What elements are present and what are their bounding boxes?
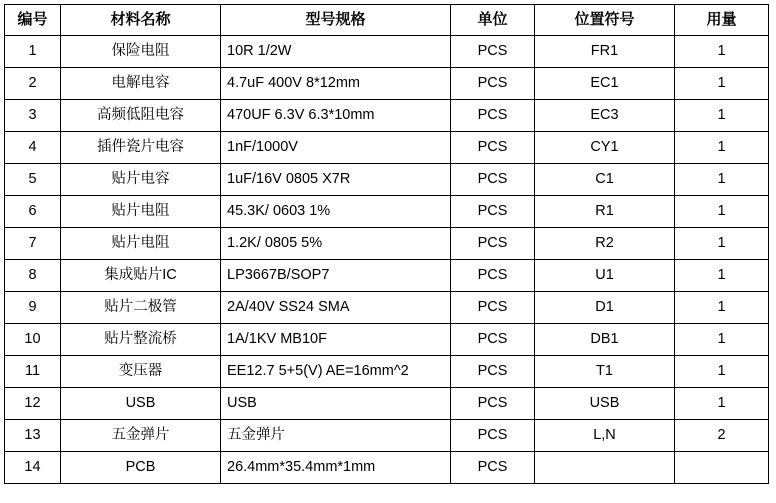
cell-no: 11 (5, 356, 61, 388)
cell-position: EC3 (535, 100, 675, 132)
column-header-no: 编号 (5, 5, 61, 36)
cell-no: 8 (5, 260, 61, 292)
column-header-unit: 单位 (451, 5, 535, 36)
cell-name: 贴片电阻 (61, 228, 221, 260)
cell-spec: 1.2K/ 0805 5% (221, 228, 451, 260)
cell-spec: 1nF/1000V (221, 132, 451, 164)
cell-unit: PCS (451, 388, 535, 420)
cell-position: R1 (535, 196, 675, 228)
cell-no: 9 (5, 292, 61, 324)
cell-qty: 1 (675, 132, 769, 164)
cell-position: C1 (535, 164, 675, 196)
cell-position: D1 (535, 292, 675, 324)
cell-no: 6 (5, 196, 61, 228)
table-row (5, 68, 769, 100)
cell-qty: 1 (675, 68, 769, 100)
cell-qty: 1 (675, 228, 769, 260)
cell-no: 1 (5, 36, 61, 68)
cell-unit: PCS (451, 196, 535, 228)
cell-unit: PCS (451, 100, 535, 132)
cell-spec: 26.4mm*35.4mm*1mm (221, 452, 451, 484)
cell-qty: 1 (675, 388, 769, 420)
cell-position: L,N (535, 420, 675, 452)
cell-spec: LP3667B/SOP7 (221, 260, 451, 292)
cell-qty: 1 (675, 292, 769, 324)
cell-spec: 1uF/16V 0805 X7R (221, 164, 451, 196)
cell-no: 10 (5, 324, 61, 356)
cell-position: T1 (535, 356, 675, 388)
cell-qty: 2 (675, 420, 769, 452)
cell-no: 12 (5, 388, 61, 420)
cell-name: 插件瓷片电容 (61, 132, 221, 164)
cell-position (535, 452, 675, 484)
cell-unit: PCS (451, 292, 535, 324)
cell-spec: 470UF 6.3V 6.3*10mm (221, 100, 451, 132)
cell-unit: PCS (451, 356, 535, 388)
cell-spec: 4.7uF 400V 8*12mm (221, 68, 451, 100)
cell-unit: PCS (451, 68, 535, 100)
column-header-qty: 用量 (675, 5, 769, 36)
cell-qty: 1 (675, 36, 769, 68)
cell-unit: PCS (451, 452, 535, 484)
cell-name: 贴片电阻 (61, 196, 221, 228)
table-row (5, 292, 769, 324)
table-row (5, 356, 769, 388)
cell-qty: 1 (675, 100, 769, 132)
table-row (5, 388, 769, 420)
cell-unit: PCS (451, 420, 535, 452)
cell-position: U1 (535, 260, 675, 292)
cell-unit: PCS (451, 324, 535, 356)
column-header-spec: 型号规格 (221, 5, 451, 36)
cell-position: FR1 (535, 36, 675, 68)
cell-unit: PCS (451, 132, 535, 164)
cell-unit: PCS (451, 260, 535, 292)
cell-unit: PCS (451, 164, 535, 196)
cell-no: 2 (5, 68, 61, 100)
table-header-row (5, 5, 769, 36)
table-row (5, 132, 769, 164)
cell-spec: 45.3K/ 0603 1% (221, 196, 451, 228)
cell-position: DB1 (535, 324, 675, 356)
cell-spec: EE12.7 5+5(V) AE=16mm^2 (221, 356, 451, 388)
cell-position: EC1 (535, 68, 675, 100)
cell-no: 14 (5, 452, 61, 484)
cell-qty: 1 (675, 164, 769, 196)
table-row (5, 36, 769, 68)
cell-no: 5 (5, 164, 61, 196)
cell-position: USB (535, 388, 675, 420)
cell-name: 贴片整流桥 (61, 324, 221, 356)
cell-spec: 五金弹片 (221, 420, 451, 452)
cell-qty: 1 (675, 196, 769, 228)
cell-name: 贴片电容 (61, 164, 221, 196)
table-row (5, 164, 769, 196)
table-row (5, 452, 769, 484)
cell-no: 3 (5, 100, 61, 132)
column-header-name: 材料名称 (61, 5, 221, 36)
cell-name: 贴片二极管 (61, 292, 221, 324)
cell-name: 高频低阻电容 (61, 100, 221, 132)
cell-name: PCB (61, 452, 221, 484)
cell-qty: 1 (675, 356, 769, 388)
table-row (5, 324, 769, 356)
cell-position: R2 (535, 228, 675, 260)
cell-name: 五金弹片 (61, 420, 221, 452)
cell-no: 4 (5, 132, 61, 164)
column-header-position: 位置符号 (535, 5, 675, 36)
table-row (5, 196, 769, 228)
cell-name: 集成贴片IC (61, 260, 221, 292)
table-row (5, 228, 769, 260)
cell-qty: 1 (675, 260, 769, 292)
table-row (5, 420, 769, 452)
table-row (5, 100, 769, 132)
bom-table (4, 4, 769, 484)
cell-position: CY1 (535, 132, 675, 164)
cell-name: USB (61, 388, 221, 420)
cell-name: 变压器 (61, 356, 221, 388)
cell-spec: 2A/40V SS24 SMA (221, 292, 451, 324)
cell-spec: USB (221, 388, 451, 420)
cell-spec: 1A/1KV MB10F (221, 324, 451, 356)
cell-name: 电解电容 (61, 68, 221, 100)
cell-spec: 10R 1/2W (221, 36, 451, 68)
cell-unit: PCS (451, 228, 535, 260)
table-row (5, 260, 769, 292)
cell-qty (675, 452, 769, 484)
cell-unit: PCS (451, 36, 535, 68)
cell-no: 7 (5, 228, 61, 260)
cell-name: 保险电阻 (61, 36, 221, 68)
cell-qty: 1 (675, 324, 769, 356)
cell-no: 13 (5, 420, 61, 452)
